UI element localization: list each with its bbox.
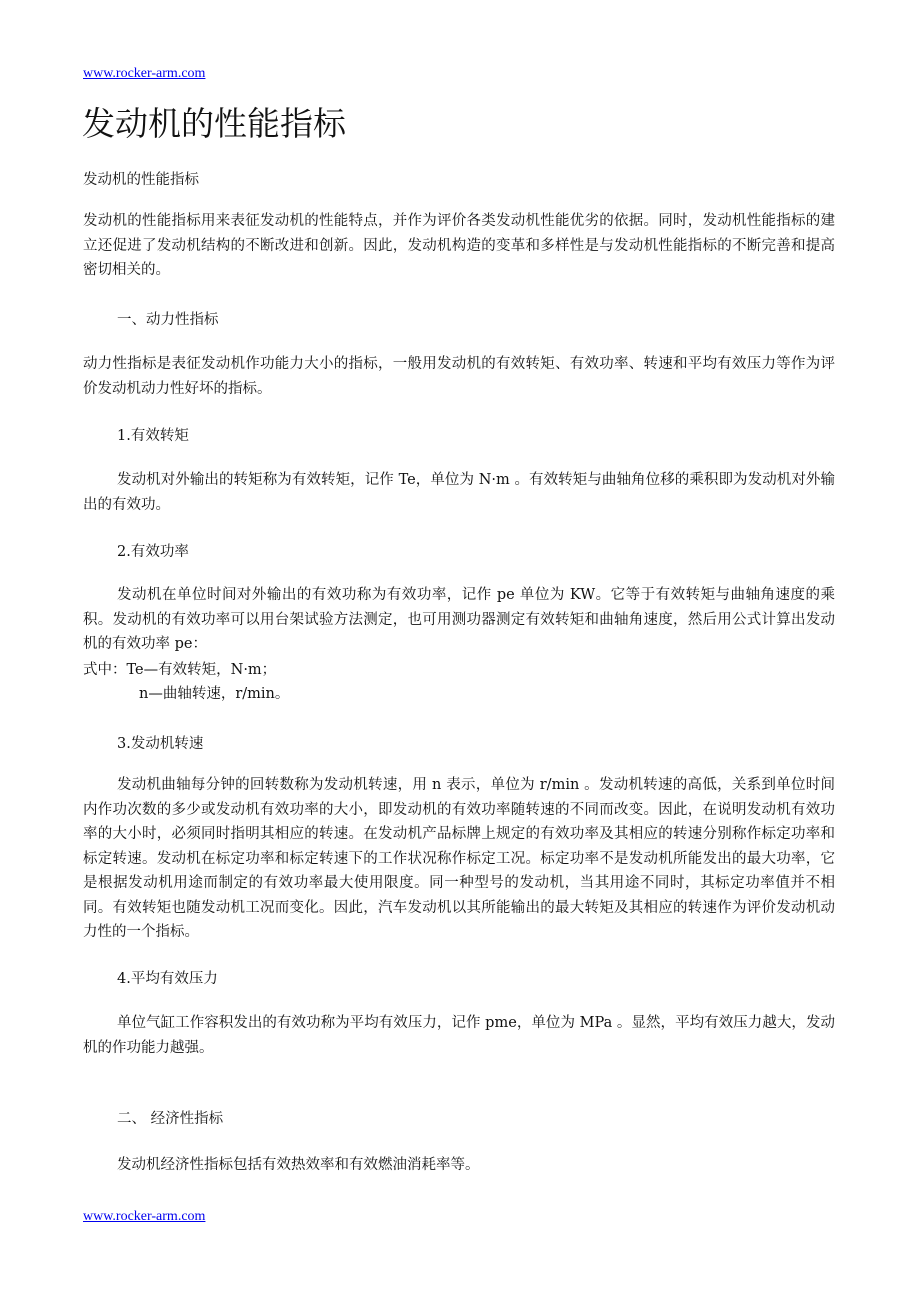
section1-heading: 一、动力性指标 <box>117 312 219 328</box>
item1-heading: 1.有效转矩 <box>117 428 189 444</box>
item4-body: 单位气缸工作容积发出的有效功称为平均有效压力，记作 pme，单位为 MPa 。显然，平均有效压力越大，发动机的作功能力越强。 <box>83 1015 835 1056</box>
item4-heading: 4.平均有效压力 <box>117 971 218 987</box>
formula-line-2: n—曲轴转速，r/min。 <box>139 686 290 702</box>
item2-heading: 2.有效功率 <box>117 544 189 560</box>
footer-link[interactable]: www.rocker-arm.com <box>83 1209 206 1224</box>
page-title: 发动机的性能指标 <box>82 104 346 143</box>
formula-line-1: 式中：Te—有效转矩，N·m； <box>83 662 277 678</box>
item3-heading: 3.发动机转速 <box>117 736 204 752</box>
section1-body: 动力性指标是表征发动机作功能力大小的指标，一般用发动机的有效转矩、有效功率、转速和平均有效压力等作为评价发动机动力性好坏的指标。 <box>83 356 835 397</box>
item3-body: 发动机曲轴每分钟的回转数称为发动机转速，用 n 表示，单位为 r/min 。发动机转速的高低，关系到单位时间内作功次数的多少或发动机有效功率的大小，即发动机的有效功率随转速的不同而改变。因此，在说明发动机有效功率的大小时，必须同时指明其相应的转速。在发动机产品标牌上规定的有效功率及其相应的转速分别称作标定功率和标定转速。发动机在标定功率和标定转速下的工作状况称作标定工况。标定功率不是发动机所能发出的最大功率，它是根据发动机用途而制定的有效功率最大使用限度。同一种型号的发动机，当其用途不同时，其标定功率值并不相同。有效转矩也随发动机工况而变化。因此，汽车发动机以其所能输出的最大转矩及其相应的转速作为评价发动机动力性的一个指标。 <box>83 777 835 940</box>
header-link[interactable]: www.rocker-arm.com <box>83 66 206 81</box>
subtitle: 发动机的性能指标 <box>83 172 199 188</box>
item2-body: 发动机在单位时间对外输出的有效功称为有效功率，记作 pe 单位为 KW。它等于有效转矩与曲轴角速度的乘积。发动机的有效功率可以用台架试验方法测定，也可用测功器测定有效转矩和曲轴角速度，然后用公式计算出发动机的有效功率 pe： <box>83 587 835 652</box>
item1-body: 发动机对外输出的转矩称为有效转矩，记作 Te，单位为 N·m 。有效转矩与曲轴角位移的乘积即为发动机对外输出的有效功。 <box>83 472 835 513</box>
section2-heading: 二、 经济性指标 <box>117 1111 224 1127</box>
intro-paragraph: 发动机的性能指标用来表征发动机的性能特点，并作为评价各类发动机性能优劣的依据。同时，发动机性能指标的建立还促进了发动机结构的不断改进和创新。因此，发动机构造的变革和多样性是与发动机性能指标的不断完善和提高密切相关的。 <box>83 213 835 278</box>
section2-body: 发动机经济性指标包括有效热效率和有效燃油消耗率等。 <box>117 1157 480 1173</box>
